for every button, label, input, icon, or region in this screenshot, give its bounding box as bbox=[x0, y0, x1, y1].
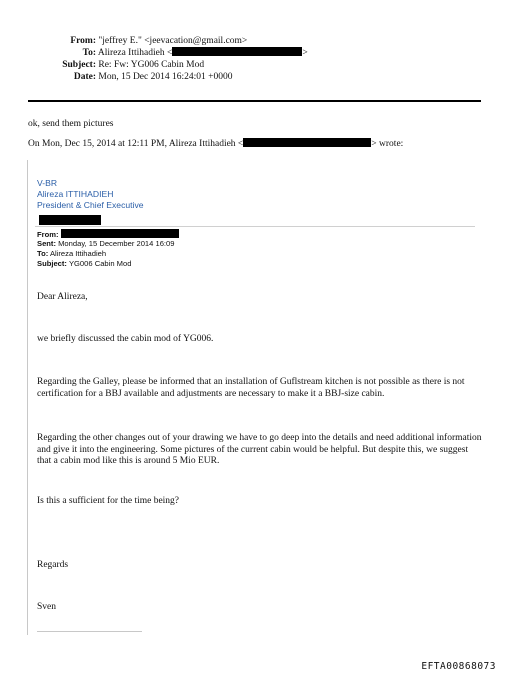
quote-intro bbox=[28, 138, 403, 150]
to-label: To: bbox=[82, 48, 96, 58]
to-value-end: > bbox=[302, 48, 308, 58]
signature-divider bbox=[37, 631, 142, 632]
date-value: Mon, 15 Dec 2014 16:24:01 +0000 bbox=[98, 72, 233, 82]
quote-bar bbox=[27, 160, 28, 635]
sender-name: Sven bbox=[37, 602, 56, 612]
date-label: Date: bbox=[73, 72, 96, 82]
forwarded-sent bbox=[37, 239, 174, 249]
paragraph-1: we briefly discussed the cabin mod of YG006. bbox=[37, 334, 214, 344]
document-id: EFTA00868073 bbox=[421, 661, 496, 672]
quote-intro-end: > wrote: bbox=[371, 139, 404, 149]
redaction-bar bbox=[61, 229, 179, 238]
subject-label: Subject: bbox=[62, 60, 96, 70]
email-header-subject bbox=[30, 59, 204, 71]
email-header-date bbox=[30, 71, 233, 83]
from-value: "jeffrey E." <jeevacation@gmail.com> bbox=[98, 36, 248, 46]
paragraph-2: Regarding the Galley, please be informed that an installation of Guflstream kitchen is not possible as there is not certification for a BBJ available and adjustments are necessary to make it a BBJ-size cabin. bbox=[37, 377, 465, 399]
redaction-bar bbox=[243, 138, 371, 147]
to-value: Alireza Ittihadieh < bbox=[97, 48, 173, 58]
quote-intro-text: On Mon, Dec 15, 2014 at 12:11 PM, Alireza Ittihadieh < bbox=[28, 139, 244, 149]
reply-body: ok, send them pictures bbox=[28, 119, 114, 129]
forwarded-to-label: To: bbox=[37, 249, 49, 258]
forwarded-subject bbox=[37, 259, 131, 269]
redaction-bar bbox=[39, 215, 101, 225]
redaction-bar bbox=[172, 47, 302, 56]
forwarded-from bbox=[37, 229, 179, 240]
forwarded-subject-value: YG006 Cabin Mod bbox=[68, 259, 132, 268]
paragraph-4: Is this a sufficient for the time being? bbox=[37, 496, 180, 506]
signature-name: Alireza ITTIHADIEH bbox=[37, 189, 114, 199]
paragraph-3: Regarding the other changes out of your drawing we have to go deep into the details and need additional information and give it into the engineering. Some pictures of the current cabin would be helpful. But despite this, we suggest that a cabin mod like this is around 5 Mio EUR. bbox=[37, 433, 482, 467]
forwarded-from-label: From: bbox=[37, 230, 59, 239]
signature-company: V-BR bbox=[37, 178, 58, 188]
subject-value: Re: Fw: YG006 Cabin Mod bbox=[98, 60, 205, 70]
forward-separator bbox=[35, 226, 475, 227]
header-divider bbox=[28, 100, 481, 102]
forwarded-subject-label: Subject: bbox=[37, 259, 67, 268]
forwarded-sent-value: Monday, 15 December 2014 16:09 bbox=[58, 239, 175, 248]
signature-title: President & Chief Executive bbox=[37, 200, 144, 210]
forwarded-to bbox=[37, 249, 106, 259]
closing: Regards bbox=[37, 560, 69, 570]
from-label: From: bbox=[70, 36, 96, 46]
forwarded-to-value: Alireza Ittihadieh bbox=[49, 249, 107, 258]
forwarded-sent-label: Sent: bbox=[37, 239, 56, 248]
email-header-to bbox=[30, 47, 308, 59]
greeting: Dear Alireza, bbox=[37, 292, 88, 302]
email-header-from bbox=[30, 35, 247, 47]
